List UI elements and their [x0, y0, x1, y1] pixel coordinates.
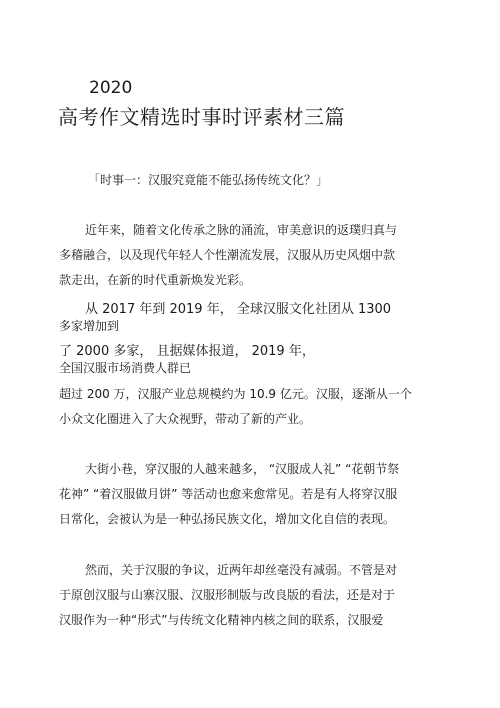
- paragraph-line: 大街小巷，穿汉服的人越来越多， “汉服成人礼” “花朝节祭: [85, 462, 400, 476]
- paragraph-line: 了 2000 多家， 且据媒体报道， 2019 年，: [59, 344, 315, 359]
- paragraph-line: 于原创汉服与山寨汉服、汉服形制版与改良版的看法，还是对于: [59, 588, 396, 602]
- paragraph-line: 多家增加到: [59, 319, 120, 333]
- paragraph-line: 近年来，随着文化传承之脉的涌流，审美意识的返璞归真与: [85, 223, 398, 237]
- paragraph-line: 汉服作为一种“形式”与传统文化精神内核之间的联系，汉服爱: [59, 613, 384, 627]
- paragraph-line: 然而，关于汉服的争议，近两年却丝毫没有减弱。不管是对: [85, 563, 398, 577]
- section-heading: 「时事一：汉服究竟能不能弘扬传统文化？」: [88, 173, 329, 187]
- paragraph-line: 小众文化圈进入了大众视野，带动了新的产业。: [59, 412, 312, 426]
- title-year: 2020: [89, 78, 133, 98]
- paragraph-line: 超过 200 万，汉服产业总规模约为 10.9 亿元。汉服，逐渐从一个: [59, 387, 412, 401]
- paragraph-line: 日常化，会被认为是一种弘扬民族文化，增加文化自信的表现。: [59, 512, 396, 526]
- paragraph-line: 款走出，在新的时代重新焕发光彩。: [59, 273, 252, 287]
- paragraph-line: 多稽融合，以及现代年轻人个性潮流发展，汉服从历史风烟中款: [59, 248, 396, 262]
- paragraph-line: 从 2017 年到 2019 年， 全球汉服文化社团从 1300: [85, 302, 392, 317]
- paragraph-line: 全国汉服市场消费人群已: [59, 361, 192, 375]
- page-title: 高考作文精选时事时评素材三篇: [58, 105, 345, 129]
- paragraph-line: 花神” “着汉服做月饼” 等活动也愈来愈常见。若是有人将穿汉服: [59, 487, 398, 501]
